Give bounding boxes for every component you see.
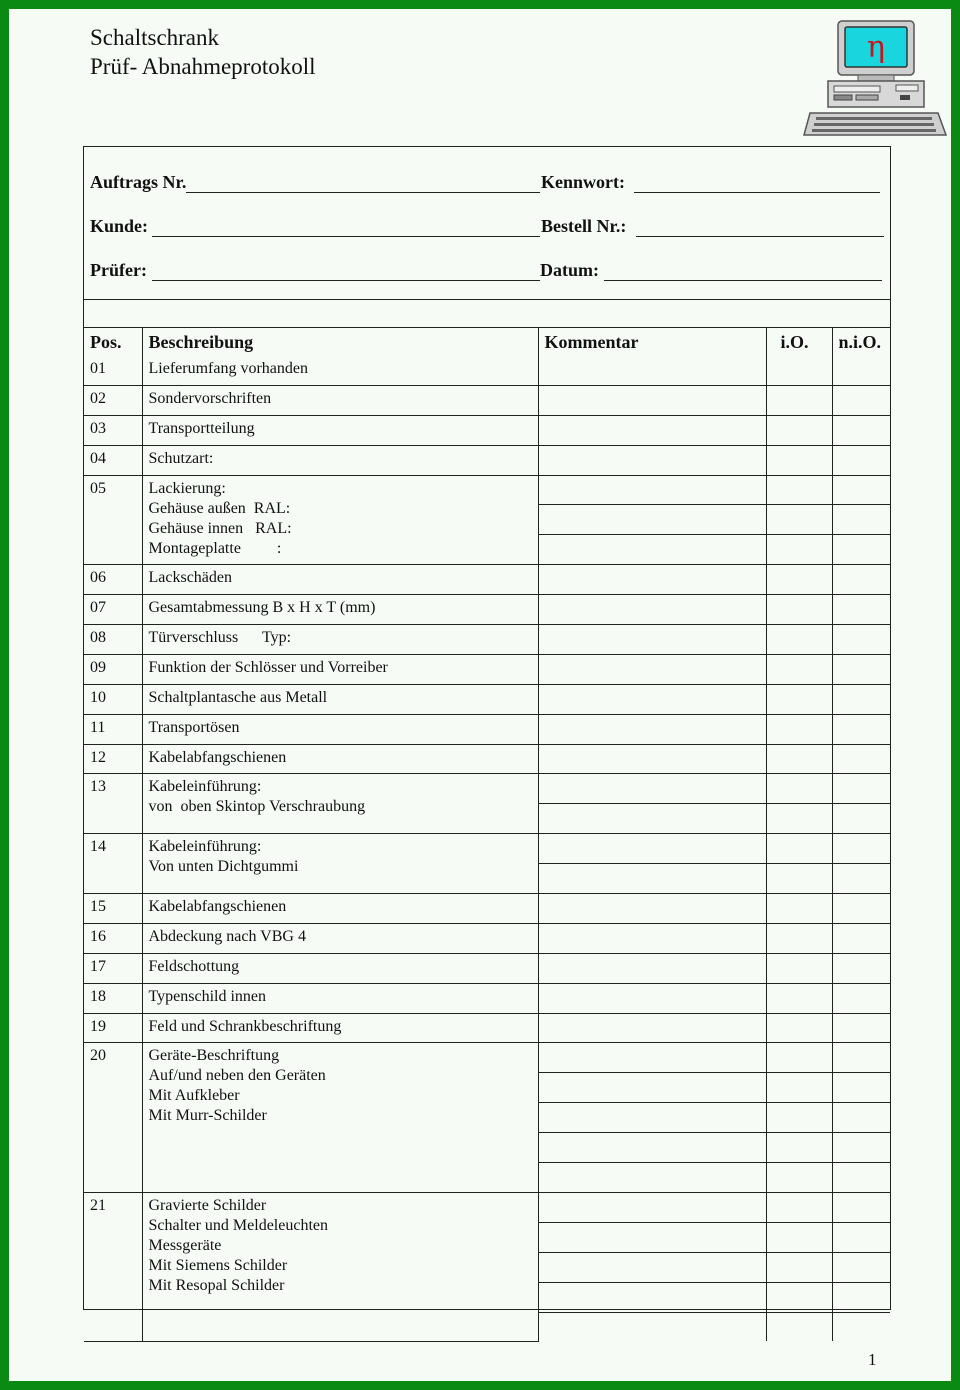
description-line: Kabeleinführung: xyxy=(148,838,262,856)
table-row xyxy=(84,1043,890,1073)
description-line: Mit Murr-Schilder xyxy=(148,1107,267,1125)
nio-cell[interactable] xyxy=(832,744,890,774)
table-row xyxy=(84,953,890,983)
description-line: Lieferumfang vorhanden xyxy=(148,360,308,377)
table-row xyxy=(84,654,890,684)
table-row xyxy=(84,983,890,1013)
io-cell[interactable] xyxy=(766,595,832,625)
nio-cell[interactable] xyxy=(832,1013,890,1043)
row-description xyxy=(142,445,538,475)
row-pos: 12 xyxy=(84,744,142,774)
nio-cell[interactable] xyxy=(832,1073,890,1103)
row-pos: 14 xyxy=(84,834,142,894)
io-cell[interactable] xyxy=(766,625,832,655)
table-header-row xyxy=(84,328,890,356)
nio-cell[interactable] xyxy=(832,415,890,445)
row-description xyxy=(142,475,538,565)
kommentar-cell[interactable] xyxy=(538,535,766,565)
io-cell[interactable] xyxy=(766,445,832,475)
description-line: Kabelabfangschienen xyxy=(148,748,287,766)
description-line: Auf/und neben den Geräten xyxy=(148,1067,326,1085)
row-description xyxy=(142,356,538,385)
row-description xyxy=(142,684,538,714)
table-row xyxy=(84,834,890,864)
kommentar-cell[interactable] xyxy=(538,1103,766,1133)
kommentar-cell[interactable] xyxy=(538,445,766,475)
kommentar-cell[interactable] xyxy=(538,894,766,924)
table-row xyxy=(84,923,890,953)
description-line: Türverschluss Typ: xyxy=(148,629,292,647)
nio-cell[interactable] xyxy=(832,1282,890,1312)
io-cell[interactable] xyxy=(766,953,832,983)
row-pos: 02 xyxy=(84,385,142,415)
nio-cell[interactable] xyxy=(832,864,890,894)
description-line: Lackierung: xyxy=(148,479,226,497)
row-pos: 15 xyxy=(84,894,142,924)
kommentar-cell[interactable] xyxy=(538,774,766,804)
datum-line[interactable] xyxy=(604,280,882,281)
pruefer-line[interactable] xyxy=(152,280,540,281)
nio-cell[interactable] xyxy=(832,923,890,953)
table-row xyxy=(84,475,890,505)
row-pos: 17 xyxy=(84,953,142,983)
nio-cell[interactable] xyxy=(832,535,890,565)
row-pos: 05 xyxy=(84,475,142,565)
kommentar-cell[interactable] xyxy=(538,385,766,415)
bestell-nr-label: Bestell Nr.: xyxy=(541,216,627,236)
nio-cell[interactable] xyxy=(832,505,890,535)
kommentar-cell[interactable] xyxy=(538,356,766,385)
row-pos: 18 xyxy=(84,983,142,1013)
kommentar-cell[interactable] xyxy=(538,1073,766,1103)
row-pos: 20 xyxy=(84,1043,142,1192)
title-line-1: Schaltschrank xyxy=(90,25,220,50)
nio-cell[interactable] xyxy=(832,1103,890,1133)
description-line: Schalter und Meldeleuchten xyxy=(148,1216,328,1234)
row-description xyxy=(142,1013,538,1043)
computer-icon xyxy=(800,19,950,137)
table-row xyxy=(84,894,890,924)
protocol-form xyxy=(83,146,891,1310)
io-cell[interactable] xyxy=(766,1282,832,1312)
row-pos: 11 xyxy=(84,714,142,744)
document-page xyxy=(9,9,951,1381)
io-cell[interactable] xyxy=(766,744,832,774)
pruefer-label: Prüfer: xyxy=(90,260,147,280)
kommentar-cell[interactable] xyxy=(538,475,766,505)
col-pos-header: Pos. xyxy=(84,328,142,356)
nio-cell[interactable] xyxy=(832,356,890,385)
table-row xyxy=(84,385,890,415)
io-cell[interactable] xyxy=(766,1252,832,1282)
nio-cell[interactable] xyxy=(832,625,890,655)
checklist-table xyxy=(84,328,890,1342)
table-row xyxy=(84,1013,890,1043)
io-cell[interactable] xyxy=(766,1192,832,1222)
datum-label: Datum: xyxy=(540,260,599,280)
nio-cell[interactable] xyxy=(832,894,890,924)
io-cell[interactable] xyxy=(766,804,832,834)
row-description xyxy=(142,654,538,684)
nio-cell[interactable] xyxy=(832,475,890,505)
row-pos: 08 xyxy=(84,625,142,655)
row-description xyxy=(142,415,538,445)
nio-cell[interactable] xyxy=(832,714,890,744)
col-io-header: i.O. xyxy=(766,328,832,356)
nio-cell[interactable] xyxy=(832,654,890,684)
kunde-label: Kunde: xyxy=(90,216,149,236)
row-pos: 16 xyxy=(84,923,142,953)
kommentar-cell[interactable] xyxy=(538,1282,766,1312)
row-pos: 09 xyxy=(84,654,142,684)
auftrags-nr-line[interactable] xyxy=(186,192,540,193)
title-line-2: Prüf- Abnahmeprotokoll xyxy=(90,54,316,79)
nio-cell[interactable] xyxy=(832,684,890,714)
io-cell[interactable] xyxy=(766,1312,832,1341)
kunde-line[interactable] xyxy=(152,236,540,237)
kommentar-cell[interactable] xyxy=(538,684,766,714)
io-cell[interactable] xyxy=(766,923,832,953)
row-description xyxy=(142,1192,538,1341)
kommentar-cell[interactable] xyxy=(538,1133,766,1163)
nio-cell[interactable] xyxy=(832,1312,890,1341)
kommentar-cell[interactable] xyxy=(538,565,766,595)
io-cell[interactable] xyxy=(766,983,832,1013)
io-cell[interactable] xyxy=(766,714,832,744)
kennwort-label: Kennwort: xyxy=(541,172,625,192)
document-title xyxy=(90,23,316,81)
io-cell[interactable] xyxy=(766,654,832,684)
nio-cell[interactable] xyxy=(832,1163,890,1193)
description-line: Transportösen xyxy=(148,718,240,736)
row-pos: 10 xyxy=(84,684,142,714)
description-line: Kabelabfangschienen xyxy=(148,898,287,916)
kommentar-cell[interactable] xyxy=(538,983,766,1013)
kommentar-cell[interactable] xyxy=(538,625,766,655)
description-line: Sondervorschriften xyxy=(148,389,272,407)
description-line: Messgeräte xyxy=(148,1236,222,1254)
kommentar-cell[interactable] xyxy=(538,505,766,535)
nio-cell[interactable] xyxy=(832,1222,890,1252)
description-line: von oben Skintop Verschraubung xyxy=(148,798,366,816)
auftrags-nr-label: Auftrags Nr. xyxy=(90,172,187,192)
nio-cell[interactable] xyxy=(832,953,890,983)
row-pos: 07 xyxy=(84,595,142,625)
io-cell[interactable] xyxy=(766,475,832,505)
kommentar-cell[interactable] xyxy=(538,834,766,864)
io-cell[interactable] xyxy=(766,1103,832,1133)
io-cell[interactable] xyxy=(766,415,832,445)
kommentar-cell[interactable] xyxy=(538,714,766,744)
col-nio-header: n.i.O. xyxy=(832,328,890,356)
nio-cell[interactable] xyxy=(832,385,890,415)
nio-cell[interactable] xyxy=(832,1192,890,1222)
table-row xyxy=(84,595,890,625)
spacer-row xyxy=(84,299,890,328)
row-description xyxy=(142,774,538,834)
kommentar-cell[interactable] xyxy=(538,1013,766,1043)
description-line: Von unten Dichtgummi xyxy=(148,858,299,876)
table-row xyxy=(84,684,890,714)
nio-cell[interactable] xyxy=(832,804,890,834)
description-line: Gehäuse innen RAL: xyxy=(148,519,292,537)
table-row xyxy=(84,445,890,475)
kommentar-cell[interactable] xyxy=(538,953,766,983)
kommentar-cell[interactable] xyxy=(538,1312,766,1341)
io-cell[interactable] xyxy=(766,535,832,565)
table-row xyxy=(84,774,890,804)
description-line: Transportteilung xyxy=(148,419,255,437)
row-description xyxy=(142,834,538,894)
row-description xyxy=(142,1043,538,1192)
io-cell[interactable] xyxy=(766,385,832,415)
nio-cell[interactable] xyxy=(832,774,890,804)
io-cell[interactable] xyxy=(766,1073,832,1103)
description-line: Gesamtabmessung B x H x T (mm) xyxy=(148,599,376,617)
io-cell[interactable] xyxy=(766,864,832,894)
row-description xyxy=(142,625,538,655)
io-cell[interactable] xyxy=(766,1222,832,1252)
description-line: Kabeleinführung: xyxy=(148,778,262,796)
table-row xyxy=(84,744,890,774)
row-pos: 13 xyxy=(84,774,142,834)
description-line: Feld und Schrankbeschriftung xyxy=(148,1017,342,1035)
row-description xyxy=(142,894,538,924)
row-description xyxy=(142,744,538,774)
description-line: Mit Aufkleber xyxy=(148,1087,240,1105)
table-row xyxy=(84,565,890,595)
io-cell[interactable] xyxy=(766,1163,832,1193)
row-description xyxy=(142,953,538,983)
row-description xyxy=(142,565,538,595)
kommentar-cell[interactable] xyxy=(538,1252,766,1282)
io-cell[interactable] xyxy=(766,1013,832,1043)
io-cell[interactable] xyxy=(766,1043,832,1073)
io-cell[interactable] xyxy=(766,1133,832,1163)
row-pos: 04 xyxy=(84,445,142,475)
row-description xyxy=(142,714,538,744)
nio-cell[interactable] xyxy=(832,565,890,595)
nio-cell[interactable] xyxy=(832,1252,890,1282)
description-line: Lackschäden xyxy=(148,569,233,587)
kommentar-cell[interactable] xyxy=(538,1222,766,1252)
kommentar-cell[interactable] xyxy=(538,804,766,834)
kommentar-cell[interactable] xyxy=(538,744,766,774)
description-line: Schutzart: xyxy=(148,449,214,467)
kommentar-cell[interactable] xyxy=(538,1043,766,1073)
io-cell[interactable] xyxy=(766,894,832,924)
kommentar-cell[interactable] xyxy=(538,1163,766,1193)
io-cell[interactable] xyxy=(766,356,832,385)
kennwort-line[interactable] xyxy=(634,192,880,193)
order-header xyxy=(84,147,890,300)
nio-cell[interactable] xyxy=(832,834,890,864)
row-pos: 06 xyxy=(84,565,142,595)
row-pos: 03 xyxy=(84,415,142,445)
page-number: 1 xyxy=(868,1350,877,1369)
nio-cell[interactable] xyxy=(832,595,890,625)
bestell-nr-line[interactable] xyxy=(636,236,884,237)
kommentar-cell[interactable] xyxy=(538,864,766,894)
nio-cell[interactable] xyxy=(832,983,890,1013)
description-line: Gravierte Schilder xyxy=(148,1196,267,1214)
table-row xyxy=(84,625,890,655)
description-line: Funktion der Schlösser und Vorreiber xyxy=(148,658,388,676)
row-description xyxy=(142,983,538,1013)
nio-cell[interactable] xyxy=(832,445,890,475)
row-description xyxy=(142,595,538,625)
description-line: Typenschild innen xyxy=(148,987,267,1005)
kommentar-cell[interactable] xyxy=(538,654,766,684)
row-description xyxy=(142,923,538,953)
col-kommentar-header: Kommentar xyxy=(538,328,766,356)
table-row xyxy=(84,1192,890,1222)
io-cell[interactable] xyxy=(766,774,832,804)
description-line: Montageplatte : xyxy=(148,539,282,557)
table-row xyxy=(84,714,890,744)
col-beschreibung-header: Beschreibung xyxy=(142,328,538,356)
eta-glyph: η xyxy=(867,30,885,65)
row-description xyxy=(142,385,538,415)
description-line: Mit Resopal Schilder xyxy=(148,1276,285,1294)
io-cell[interactable] xyxy=(766,565,832,595)
table-row xyxy=(84,356,890,385)
description-line: Mit Siemens Schilder xyxy=(148,1256,288,1274)
table-row xyxy=(84,415,890,445)
io-cell[interactable] xyxy=(766,834,832,864)
kommentar-cell[interactable] xyxy=(538,415,766,445)
io-cell[interactable] xyxy=(766,684,832,714)
description-line: Gehäuse außen RAL: xyxy=(148,499,291,517)
kommentar-cell[interactable] xyxy=(538,923,766,953)
description-line: Schaltplantasche aus Metall xyxy=(148,688,328,706)
nio-cell[interactable] xyxy=(832,1043,890,1073)
kommentar-cell[interactable] xyxy=(538,1192,766,1222)
row-pos: 19 xyxy=(84,1013,142,1043)
row-pos: 21 xyxy=(84,1192,142,1341)
description-line: Abdeckung nach VBG 4 xyxy=(148,927,306,945)
nio-cell[interactable] xyxy=(832,1133,890,1163)
description-line: Geräte-Beschriftung xyxy=(148,1047,280,1065)
row-pos: 01 xyxy=(84,356,142,385)
description-line: Feldschottung xyxy=(148,957,240,975)
kommentar-cell[interactable] xyxy=(538,595,766,625)
io-cell[interactable] xyxy=(766,505,832,535)
